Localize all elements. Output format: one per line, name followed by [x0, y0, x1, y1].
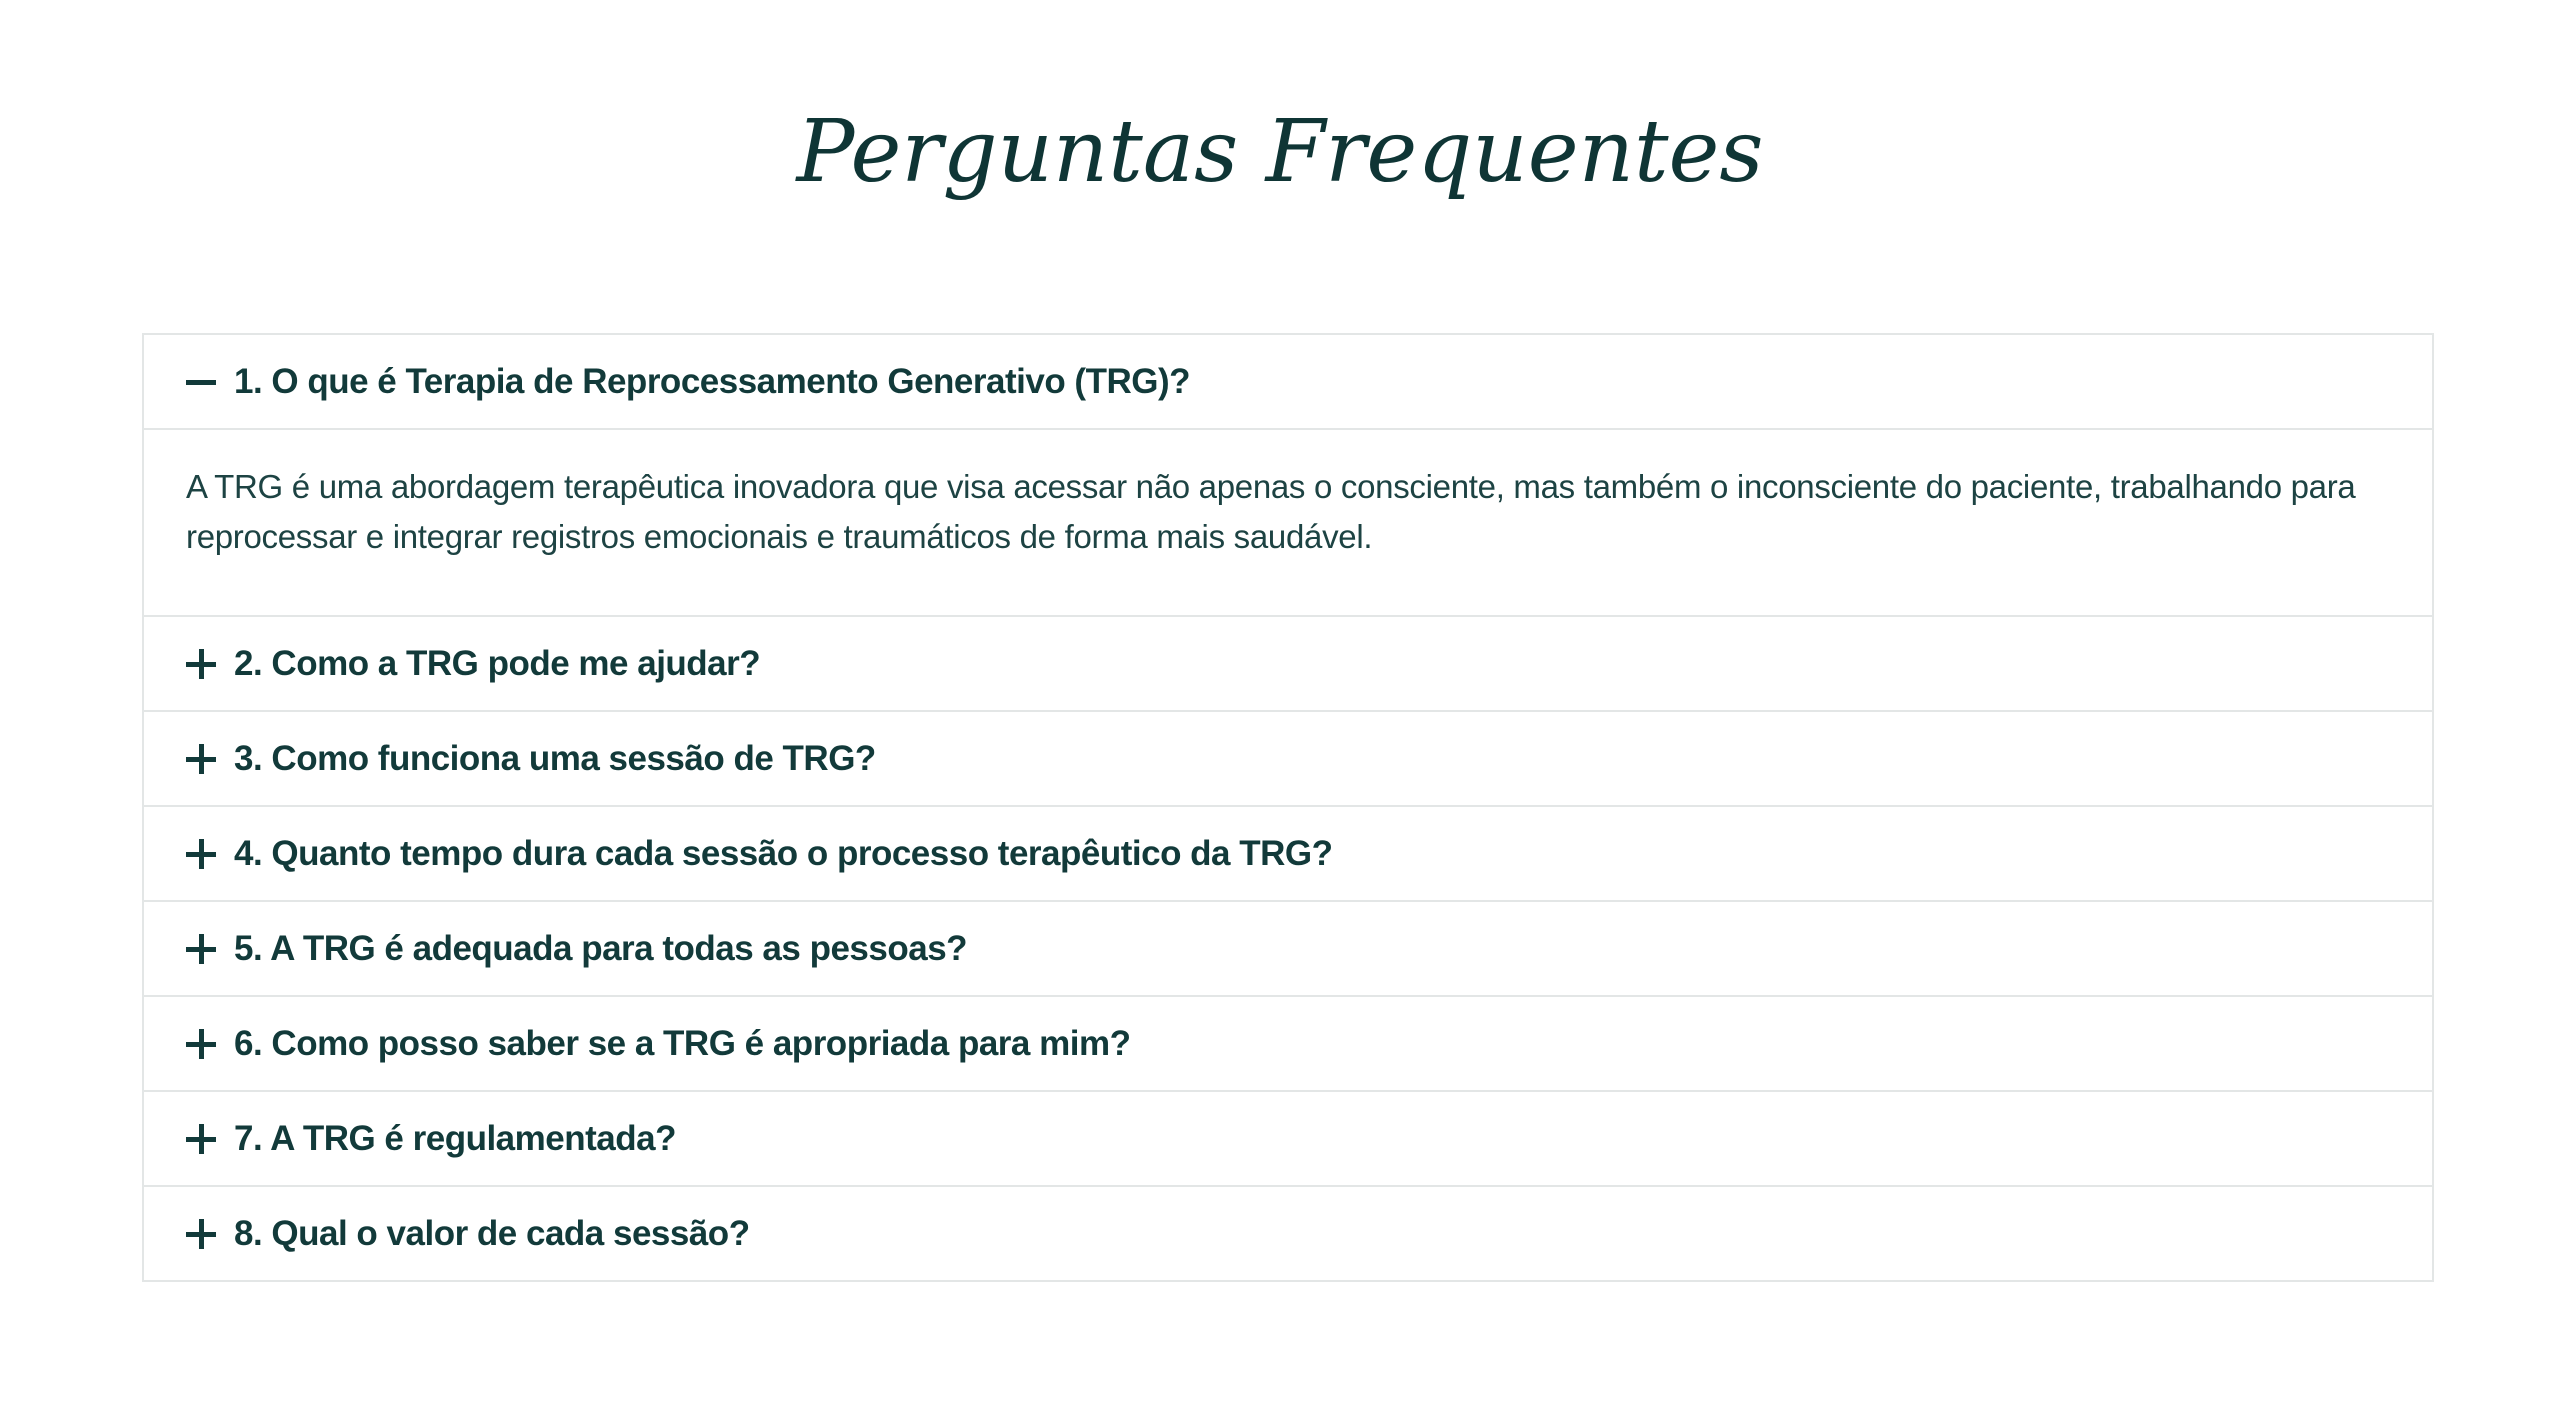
faq-question-7[interactable]: 7. A TRG é regulamentada?	[234, 1118, 676, 1158]
faq-item-3	[144, 712, 2432, 807]
minus-icon[interactable]	[186, 367, 216, 397]
faq-item-7	[144, 1092, 2432, 1187]
faq-toggle-7[interactable]	[144, 1092, 2432, 1185]
faq-item-8	[144, 1187, 2432, 1280]
faq-toggle-5[interactable]	[144, 902, 2432, 995]
faq-accordion	[142, 333, 2434, 1282]
faq-question-6[interactable]: 6. Como posso saber se a TRG é apropriada para mim?	[234, 1023, 1131, 1063]
plus-icon[interactable]	[186, 1029, 216, 1059]
faq-item-1	[144, 335, 2432, 617]
faq-question-4[interactable]: 4. Quanto tempo dura cada sessão o processo terapêutico da TRG?	[234, 833, 1333, 873]
plus-icon[interactable]	[186, 649, 216, 679]
faq-question-2[interactable]: 2. Como a TRG pode me ajudar?	[234, 643, 761, 683]
faq-toggle-1[interactable]	[144, 335, 2432, 428]
faq-question-5[interactable]: 5. A TRG é adequada para todas as pessoas?	[234, 928, 968, 968]
faq-toggle-3[interactable]	[144, 712, 2432, 805]
faq-item-5	[144, 902, 2432, 997]
faq-question-8[interactable]: 8. Qual o valor de cada sessão?	[234, 1213, 750, 1253]
faq-item-6	[144, 997, 2432, 1092]
plus-icon[interactable]	[186, 744, 216, 774]
plus-icon[interactable]	[186, 1124, 216, 1154]
faq-toggle-2[interactable]	[144, 617, 2432, 710]
faq-toggle-8[interactable]	[144, 1187, 2432, 1280]
page-title: Perguntas Frequentes	[796, 102, 1764, 202]
faq-item-4	[144, 807, 2432, 902]
plus-icon[interactable]	[186, 839, 216, 869]
faq-question-3[interactable]: 3. Como funciona uma sessão de TRG?	[234, 738, 876, 778]
plus-icon[interactable]	[186, 934, 216, 964]
faq-answer-panel-1	[144, 428, 2432, 615]
faq-item-2	[144, 617, 2432, 712]
plus-icon[interactable]	[186, 1219, 216, 1249]
faq-answer-1: A TRG é uma abordagem terapêutica inovadora que visa acessar não apenas o consciente, mas também o inconsciente do paciente, trabalhando para reprocessar e integrar registros emocionais e traumáticos de forma mais saudável.	[186, 468, 2356, 555]
faq-question-1[interactable]: 1. O que é Terapia de Reprocessamento Generativo (TRG)?	[234, 361, 1191, 401]
faq-toggle-6[interactable]	[144, 997, 2432, 1090]
faq-toggle-4[interactable]	[144, 807, 2432, 900]
